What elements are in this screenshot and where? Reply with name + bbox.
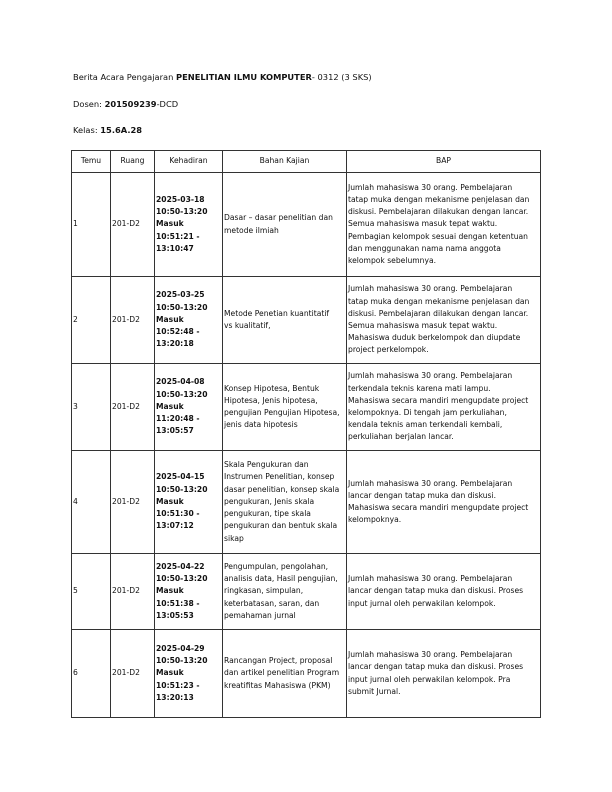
bahan-kajian-line: keterbatasan, saran, dan <box>224 598 320 608</box>
lecturer-label: Dosen: <box>73 99 105 109</box>
bap-line: kendala teknis aman terkendali kembali, <box>348 420 503 430</box>
kehadiran-line: 10:52:48 - <box>156 327 200 337</box>
kehadiran-line: 10:50-13:20 <box>156 389 208 399</box>
bap-line: perkuliahan berjalan lancar. <box>348 432 454 442</box>
bahan-kajian-line: metode ilmiah <box>224 225 279 235</box>
bahan-kajian-line: pemahaman jurnal <box>224 610 296 620</box>
kehadiran-line: 10:51:21 - <box>156 231 200 241</box>
cell-temu: 5 <box>72 554 111 630</box>
bap-line: dan menggunakan nama nama anggota <box>348 243 501 253</box>
kehadiran-line: 2025-04-08 <box>156 377 205 387</box>
cell-ruang: 201-D2 <box>111 173 155 277</box>
kehadiran-line: 13:05:57 <box>156 426 194 436</box>
column-header-temu: Temu <box>72 151 111 173</box>
bap-line: Mahasiswa secara mandiri mengupdate project <box>348 395 529 405</box>
class-value: 15.6A.28 <box>100 125 143 135</box>
bap-line: project perkelompok. <box>348 345 429 355</box>
cell-kehadiran <box>155 554 223 630</box>
kehadiran-line: 13:10:47 <box>156 243 194 253</box>
bap-line: Jumlah mahasiswa 30 orang. Pembelajaran <box>348 182 513 192</box>
column-header-bap: BAP <box>347 151 541 173</box>
kehadiran-line: Masuk <box>156 668 184 678</box>
cell-ruang: 201-D2 <box>111 630 155 718</box>
bahan-kajian-line: pengujian Pengujian Hipotesa, <box>224 408 340 417</box>
lecturer-line <box>73 99 178 109</box>
cell-bap <box>347 554 541 630</box>
bahan-kajian-line: Hipotesa, Jenis hipotesa, <box>224 395 318 405</box>
kehadiran-line: 13:20:13 <box>156 692 194 702</box>
kehadiran-line: 2025-04-22 <box>156 561 205 571</box>
cell-bap <box>347 364 541 451</box>
lecturer-code: -DCD <box>156 99 179 109</box>
bahan-kajian-line: jenis data hipotesis <box>224 420 298 430</box>
bahan-kajian-line: Skala Pengukuran dan <box>224 460 309 470</box>
bahan-kajian-line: Konsep Hipotesa, Bentuk <box>224 383 320 393</box>
bap-line: terkendala teknis karena mati lampu. <box>348 383 491 393</box>
bap-line: tatap muka dengan mekanisme penjelasan dan <box>348 194 530 204</box>
course-code: - 0312 (3 SKS) <box>311 72 372 82</box>
kehadiran-line: Masuk <box>156 586 184 596</box>
course-name: PENELITIAN ILMU KOMPUTER <box>176 72 312 82</box>
cell-temu: 1 <box>72 173 111 277</box>
bap-line: kelompok sebelumnya. <box>348 256 437 265</box>
cell-kehadiran <box>155 277 223 364</box>
kehadiran-line: 13:07:12 <box>156 521 194 531</box>
bap-line: kelompoknya. Di tengah jam perkuliahan, <box>348 408 507 417</box>
column-header-kehadiran: Kehadiran <box>155 151 223 173</box>
kehadiran-line: 10:50-13:20 <box>156 302 208 312</box>
table-row <box>72 364 541 451</box>
cell-temu: 3 <box>72 364 111 451</box>
kehadiran-line: Masuk <box>156 496 184 506</box>
class-line <box>73 125 142 135</box>
bahan-kajian-line: pengukuran dan bentuk skala <box>224 521 338 531</box>
column-header-ruang: Ruang <box>111 151 155 173</box>
kehadiran-line: 2025-04-15 <box>156 472 205 482</box>
bap-line: Jumlah mahasiswa 30 orang. Pembelajaran <box>348 371 513 381</box>
cell-bap <box>347 277 541 364</box>
cell-ruang: 201-D2 <box>111 451 155 554</box>
bahan-kajian-line: Dasar – dasar penelitian dan <box>224 213 333 223</box>
column-header-bahan-kajian: Bahan Kajian <box>223 151 347 173</box>
kehadiran-line: 2025-03-25 <box>156 290 205 300</box>
kehadiran-line: 13:05:53 <box>156 610 194 620</box>
cell-bahan-kajian <box>223 630 347 718</box>
kehadiran-line: Masuk <box>156 401 184 411</box>
bap-line: Pembagian kelompok sesuai dengan ketentuan <box>348 231 528 241</box>
bahan-kajian-line: Rancangan Project, proposal <box>224 656 333 666</box>
cell-kehadiran <box>155 364 223 451</box>
cell-bap <box>347 173 541 277</box>
kehadiran-line: 2025-03-18 <box>156 194 205 204</box>
kehadiran-line: 10:51:30 - <box>156 509 200 519</box>
bahan-kajian-line: pengukuran, tipe skala <box>224 509 311 519</box>
bap-line: input jurnal oleh perwakilan kelompok. Pra <box>348 674 511 684</box>
kehadiran-line: Masuk <box>156 219 184 229</box>
kehadiran-line: 2025-04-29 <box>156 643 205 653</box>
bap-line: diskusi. Pembelajaran dilakukan dengan lancar. <box>348 308 529 318</box>
cell-bahan-kajian <box>223 173 347 277</box>
kehadiran-line: 10:50-13:20 <box>156 207 208 217</box>
cell-bahan-kajian <box>223 364 347 451</box>
bap-line: Jumlah mahasiswa 30 orang. Pembelajaran <box>348 284 513 294</box>
cell-bap <box>347 451 541 554</box>
bahan-kajian-line: pengukuran, Jenis skala <box>224 496 315 506</box>
kehadiran-line: 11:20:48 - <box>156 414 200 424</box>
bahan-kajian-line: Instrumen Penelitian, konsep <box>224 472 335 482</box>
document-title <box>73 72 372 82</box>
bap-line: Jumlah mahasiswa 30 orang. Pembelajaran <box>348 650 513 660</box>
table-header-row <box>72 151 541 173</box>
bap-line: lancar dengan tatap muka dan diskusi. <box>348 490 497 500</box>
bahan-kajian-line: kreatifitas Mahasiswa (PKM) <box>224 680 331 690</box>
bap-line: lancar dengan tatap muka dan diskusi. Proses <box>348 586 524 596</box>
class-label: Kelas: <box>73 125 101 135</box>
bahan-kajian-line: Pengumpulan, pengolahan, <box>224 561 329 571</box>
bap-line: diskusi. Pembelajaran dilakukan dengan lancar. <box>348 207 529 217</box>
cell-temu: 2 <box>72 277 111 364</box>
bap-line: Jumlah mahasiswa 30 orang. Pembelajaran <box>348 478 513 488</box>
table-row <box>72 277 541 364</box>
cell-temu: 6 <box>72 630 111 718</box>
cell-ruang: 201-D2 <box>111 364 155 451</box>
bahan-kajian-line: ringkasan, simpulan, <box>224 586 304 596</box>
bahan-kajian-line: Metode Penetian kuantitatif <box>224 308 330 318</box>
bap-line: tatap muka dengan mekanisme penjelasan dan <box>348 296 530 306</box>
cell-kehadiran <box>155 173 223 277</box>
bap-line: input jurnal oleh perwakilan kelompok. <box>348 598 496 608</box>
bap-line: Jumlah mahasiswa 30 orang. Pembelajaran <box>348 574 513 584</box>
bap-line: kelompoknya. <box>348 515 402 525</box>
bap-line: Mahasiswa secara mandiri mengupdate project <box>348 503 529 512</box>
table-row <box>72 630 541 718</box>
kehadiran-line: 10:50-13:20 <box>156 484 208 494</box>
cell-temu: 4 <box>72 451 111 554</box>
kehadiran-line: 10:51:23 - <box>156 680 200 690</box>
kehadiran-line: 10:51:38 - <box>156 598 200 608</box>
kehadiran-line: 13:20:18 <box>156 339 194 349</box>
cell-ruang: 201-D2 <box>111 554 155 630</box>
bap-line: Mahasiswa duduk berkelompok dan diupdate <box>348 333 521 343</box>
bap-line: submit Jurnal. <box>348 686 401 696</box>
cell-bahan-kajian <box>223 277 347 364</box>
cell-ruang: 201-D2 <box>111 277 155 364</box>
title-prefix: Berita Acara Pengajaran <box>73 72 176 82</box>
bap-line: Semua mahasiswa masuk tepat waktu. <box>348 321 498 330</box>
bahan-kajian-line: vs kualitatif, <box>224 321 271 330</box>
kehadiran-line: 10:50-13:20 <box>156 574 208 584</box>
bap-line: lancar dengan tatap muka dan diskusi. Proses <box>348 662 524 672</box>
teaching-log-table <box>71 150 541 718</box>
cell-kehadiran <box>155 630 223 718</box>
table-row <box>72 451 541 554</box>
kehadiran-line: 10:50-13:20 <box>156 656 208 666</box>
bahan-kajian-line: dasar penelitian, konsep skala <box>224 484 340 494</box>
cell-bap <box>347 630 541 718</box>
lecturer-id: 201509239 <box>104 99 157 109</box>
bahan-kajian-line: dan artikel penelitian Program <box>224 668 340 678</box>
cell-kehadiran <box>155 451 223 554</box>
bahan-kajian-line: sikap <box>224 533 244 543</box>
bahan-kajian-line: analisis data, Hasil pengujian, <box>224 574 338 584</box>
cell-bahan-kajian <box>223 451 347 554</box>
cell-bahan-kajian <box>223 554 347 630</box>
bap-line: Semua mahasiswa masuk tepat waktu. <box>348 219 498 229</box>
kehadiran-line: Masuk <box>156 314 184 324</box>
table-row <box>72 554 541 630</box>
table-row <box>72 173 541 277</box>
